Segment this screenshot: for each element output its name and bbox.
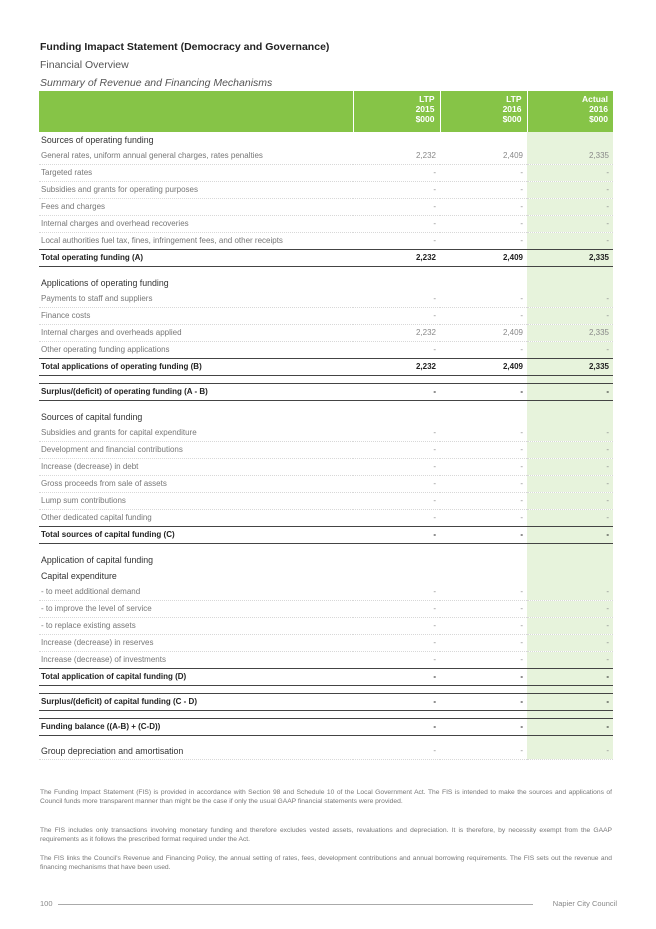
statement-title: Funding Imapact Statement (Democracy and Governance) [40, 41, 330, 53]
actual-2016-value: - [527, 233, 613, 250]
row-label: Subsidies and grants for operating purposes [39, 182, 353, 199]
table-row [39, 600, 613, 617]
ltp-2016-value: - [440, 458, 527, 475]
actual-2016-value: - [527, 165, 613, 182]
row-label: Group depreciation and amortisation [39, 743, 353, 760]
ltp-2015-value: - [353, 693, 440, 710]
spacer-row [39, 710, 613, 718]
actual-2016-value: - [527, 668, 613, 685]
ltp-2016-value: - [440, 718, 527, 735]
section-heading-row [39, 275, 613, 291]
actual-2016-value: - [527, 308, 613, 325]
table-row [39, 651, 613, 668]
actual-2016-value: - [527, 651, 613, 668]
row-label: Internal charges and overhead recoveries [39, 216, 353, 233]
actual-2016-value [527, 401, 613, 409]
actual-2016-value [527, 543, 613, 551]
row-label: Internal charges and overheads applied [39, 325, 353, 342]
actual-2016-value: 2,335 [527, 250, 613, 267]
table-row [39, 743, 613, 760]
ltp-2016-value [440, 267, 527, 275]
ltp-2016-value [440, 409, 527, 425]
note-paragraph-3: The FIS links the Council's Revenue and Financing Policy, the annual setting of rates, fees, development contributions and annual borrowing requirements. The FIS sets out the revenue and financing mechanisms that have been used. [40, 855, 612, 871]
ltp-2016-value: - [440, 526, 527, 543]
row-label: Other operating funding applications [39, 342, 353, 359]
section-heading-row [39, 551, 613, 567]
row-label: Other dedicated capital funding [39, 509, 353, 526]
row-label [39, 735, 353, 743]
actual-2016-value: - [527, 743, 613, 760]
ltp-2016-value: - [440, 165, 527, 182]
ltp-2016-value [440, 735, 527, 743]
total-row [39, 526, 613, 543]
ltp-2015-value: - [353, 634, 440, 651]
ltp-2015-value: - [353, 509, 440, 526]
actual-2016-value: - [527, 291, 613, 308]
page-number: 100 [40, 899, 53, 908]
ltp-2015-value: - [353, 384, 440, 401]
ltp-2015-value: - [353, 199, 440, 216]
spacer-row [39, 376, 613, 384]
section-heading-row [39, 409, 613, 425]
row-label: - to replace existing assets [39, 617, 353, 634]
actual-2016-value: - [527, 384, 613, 401]
table-row [39, 584, 613, 601]
header-ltp-2015: LTP 2015 $000 [353, 91, 440, 132]
ltp-2015-value: - [353, 441, 440, 458]
row-label [39, 710, 353, 718]
ltp-2015-value: - [353, 425, 440, 442]
actual-2016-value: - [527, 441, 613, 458]
ltp-2016-value: - [440, 216, 527, 233]
ltp-2015-value [353, 710, 440, 718]
ltp-2016-value: - [440, 584, 527, 601]
row-label: Lump sum contributions [39, 492, 353, 509]
total-row [39, 359, 613, 376]
footer-rule [58, 904, 533, 905]
statement-subtitle-italic: Summary of Revenue and Financing Mechanisms [40, 77, 273, 89]
ltp-2015-value: - [353, 743, 440, 760]
ltp-2015-value: - [353, 458, 440, 475]
row-label: Total sources of capital funding (C) [39, 526, 353, 543]
actual-2016-value: - [527, 199, 613, 216]
row-label: Sources of operating funding [41, 135, 154, 146]
row-label: General rates, uniform annual general charges, rates penalties [39, 148, 353, 165]
ltp-2015-value [353, 735, 440, 743]
row-label: Targeted rates [39, 165, 353, 182]
ltp-2015-value [353, 275, 440, 291]
total-row [39, 250, 613, 267]
ltp-2016-value: - [440, 291, 527, 308]
actual-2016-value [527, 275, 613, 291]
row-label: Increase (decrease) of investments [39, 651, 353, 668]
ltp-2016-value: 2,409 [440, 325, 527, 342]
row-label: Subsidies and grants for capital expenditure [39, 425, 353, 442]
row-label: Total applications of operating funding (B) [39, 359, 353, 376]
header-ltp-2016: LTP 2016 $000 [440, 91, 527, 132]
ltp-2016-value: - [440, 668, 527, 685]
page-footer [40, 899, 617, 909]
total-row [39, 718, 613, 735]
row-label [39, 401, 353, 409]
table-row [39, 308, 613, 325]
footer-organisation: Napier City Council [552, 899, 617, 908]
table-row [39, 634, 613, 651]
ltp-2015-value: 2,232 [353, 250, 440, 267]
table-header-row [39, 91, 613, 132]
ltp-2016-value [440, 685, 527, 693]
row-label: Payments to staff and suppliers [39, 291, 353, 308]
ltp-2015-value [353, 132, 440, 148]
ltp-2016-value [440, 568, 527, 584]
ltp-2015-value: - [353, 216, 440, 233]
actual-2016-value: - [527, 425, 613, 442]
ltp-2015-value: - [353, 342, 440, 359]
table-row [39, 291, 613, 308]
ltp-2015-value: - [353, 651, 440, 668]
ltp-2016-value: - [440, 308, 527, 325]
ltp-2015-value [353, 551, 440, 567]
actual-2016-value: - [527, 509, 613, 526]
table-row [39, 216, 613, 233]
ltp-2016-value [440, 376, 527, 384]
ltp-2015-value: - [353, 584, 440, 601]
table-row [39, 325, 613, 342]
ltp-2015-value [353, 409, 440, 425]
section-heading-row [39, 132, 613, 148]
total-row [39, 693, 613, 710]
ltp-2016-value: - [440, 199, 527, 216]
header-actual-2016: Actual 2016 $000 [527, 91, 613, 132]
row-label: - to improve the level of service [39, 600, 353, 617]
ltp-2016-value: - [440, 441, 527, 458]
ltp-2015-value: 2,232 [353, 359, 440, 376]
ltp-2015-value: - [353, 475, 440, 492]
row-label: Increase (decrease) in debt [39, 458, 353, 475]
actual-2016-value: 2,335 [527, 148, 613, 165]
table-row [39, 617, 613, 634]
ltp-2015-value: 2,232 [353, 148, 440, 165]
ltp-2016-value: - [440, 693, 527, 710]
ltp-2015-value: 2,232 [353, 325, 440, 342]
actual-2016-value: - [527, 584, 613, 601]
ltp-2016-value: - [440, 617, 527, 634]
table-body [39, 132, 613, 760]
ltp-2015-value: - [353, 668, 440, 685]
statement-subtitle: Financial Overview [40, 59, 129, 71]
row-label: Total application of capital funding (D) [39, 668, 353, 685]
row-label: Application of capital funding [41, 554, 153, 565]
table-row [39, 182, 613, 199]
ltp-2015-value: - [353, 492, 440, 509]
ltp-2016-value [440, 710, 527, 718]
ltp-2016-value: - [440, 634, 527, 651]
ltp-2015-value: - [353, 308, 440, 325]
actual-2016-value: - [527, 475, 613, 492]
actual-2016-value [527, 735, 613, 743]
ltp-2016-value: - [440, 509, 527, 526]
ltp-2015-value: - [353, 718, 440, 735]
row-label: Gross proceeds from sale of assets [39, 475, 353, 492]
row-label: Total operating funding (A) [39, 250, 353, 267]
table-row [39, 458, 613, 475]
row-label [39, 685, 353, 693]
ltp-2015-value: - [353, 526, 440, 543]
ltp-2016-value [440, 551, 527, 567]
actual-2016-value: - [527, 617, 613, 634]
ltp-2016-value: - [440, 651, 527, 668]
spacer-row [39, 543, 613, 551]
table-row [39, 475, 613, 492]
ltp-2015-value: - [353, 291, 440, 308]
actual-2016-value [527, 409, 613, 425]
ltp-2015-value [353, 267, 440, 275]
ltp-2016-value: - [440, 342, 527, 359]
actual-2016-value: - [527, 182, 613, 199]
actual-2016-value: - [527, 526, 613, 543]
row-label: Fees and charges [39, 199, 353, 216]
ltp-2015-value [353, 685, 440, 693]
ltp-2016-value: - [440, 743, 527, 760]
ltp-2016-value: 2,409 [440, 359, 527, 376]
ltp-2016-value: - [440, 492, 527, 509]
actual-2016-value: - [527, 693, 613, 710]
section-heading-row [39, 568, 613, 584]
ltp-2016-value: - [440, 425, 527, 442]
actual-2016-value: 2,335 [527, 359, 613, 376]
spacer-row [39, 401, 613, 409]
row-label: Surplus/(deficit) of capital funding (C - D) [39, 693, 353, 710]
ltp-2016-value: - [440, 600, 527, 617]
funding-impact-table [39, 91, 613, 760]
total-row [39, 384, 613, 401]
row-label [39, 376, 353, 384]
ltp-2016-value: 2,409 [440, 250, 527, 267]
row-label: Applications of operating funding [41, 277, 169, 288]
ltp-2016-value [440, 132, 527, 148]
actual-2016-value [527, 568, 613, 584]
note-paragraph-1: The Funding Impact Statement (FIS) is provided in accordance with Section 98 and Schedule 10 of the Local Government Act. The FIS is intended to make the sources and applications of Council funds more transparent manner than might be the case if only the usual GAAP financial statements were provided. [40, 789, 612, 805]
actual-2016-value: - [527, 216, 613, 233]
actual-2016-value: - [527, 600, 613, 617]
ltp-2016-value: - [440, 182, 527, 199]
actual-2016-value [527, 376, 613, 384]
row-label: Finance costs [39, 308, 353, 325]
actual-2016-value [527, 551, 613, 567]
row-label: Capital expenditure [41, 570, 117, 581]
row-label: Surplus/(deficit) of operating funding (A - B) [39, 384, 353, 401]
row-label [39, 543, 353, 551]
actual-2016-value [527, 710, 613, 718]
ltp-2015-value: - [353, 617, 440, 634]
ltp-2015-value [353, 543, 440, 551]
header-blank-cell [39, 91, 353, 132]
total-row [39, 668, 613, 685]
table-row [39, 233, 613, 250]
actual-2016-value [527, 685, 613, 693]
table-row [39, 441, 613, 458]
ltp-2016-value [440, 401, 527, 409]
spacer-row [39, 267, 613, 275]
actual-2016-value: - [527, 342, 613, 359]
ltp-2016-value: - [440, 384, 527, 401]
actual-2016-value [527, 267, 613, 275]
table-row [39, 509, 613, 526]
ltp-2015-value: - [353, 233, 440, 250]
actual-2016-value [527, 132, 613, 148]
spacer-row [39, 735, 613, 743]
ltp-2015-value [353, 376, 440, 384]
actual-2016-value: 2,335 [527, 325, 613, 342]
ltp-2015-value: - [353, 182, 440, 199]
row-label: Increase (decrease) in reserves [39, 634, 353, 651]
row-label: Sources of capital funding [41, 411, 143, 422]
table-row [39, 199, 613, 216]
ltp-2015-value: - [353, 165, 440, 182]
table-row [39, 165, 613, 182]
table-row [39, 492, 613, 509]
ltp-2015-value [353, 401, 440, 409]
row-label: Local authorities fuel tax, fines, infringement fees, and other receipts [39, 233, 353, 250]
note-paragraph-2: The FIS includes only transactions involving monetary funding and therefore excludes vested assets, revaluations and depreciation. It is therefore, by necessity exempt from the GAAP requirements as it follows the prescribed format required under the Act. [40, 827, 612, 843]
table-row [39, 425, 613, 442]
row-label: Funding balance ((A-B) + (C-D)) [39, 718, 353, 735]
actual-2016-value: - [527, 458, 613, 475]
table-row [39, 342, 613, 359]
ltp-2015-value: - [353, 600, 440, 617]
ltp-2016-value [440, 275, 527, 291]
actual-2016-value: - [527, 634, 613, 651]
ltp-2016-value [440, 543, 527, 551]
ltp-2016-value: - [440, 233, 527, 250]
actual-2016-value: - [527, 718, 613, 735]
row-label: - to meet additional demand [39, 584, 353, 601]
actual-2016-value: - [527, 492, 613, 509]
table-row [39, 148, 613, 165]
ltp-2016-value: 2,409 [440, 148, 527, 165]
spacer-row [39, 685, 613, 693]
ltp-2016-value: - [440, 475, 527, 492]
row-label [39, 267, 353, 275]
ltp-2015-value [353, 568, 440, 584]
row-label: Development and financial contributions [39, 441, 353, 458]
